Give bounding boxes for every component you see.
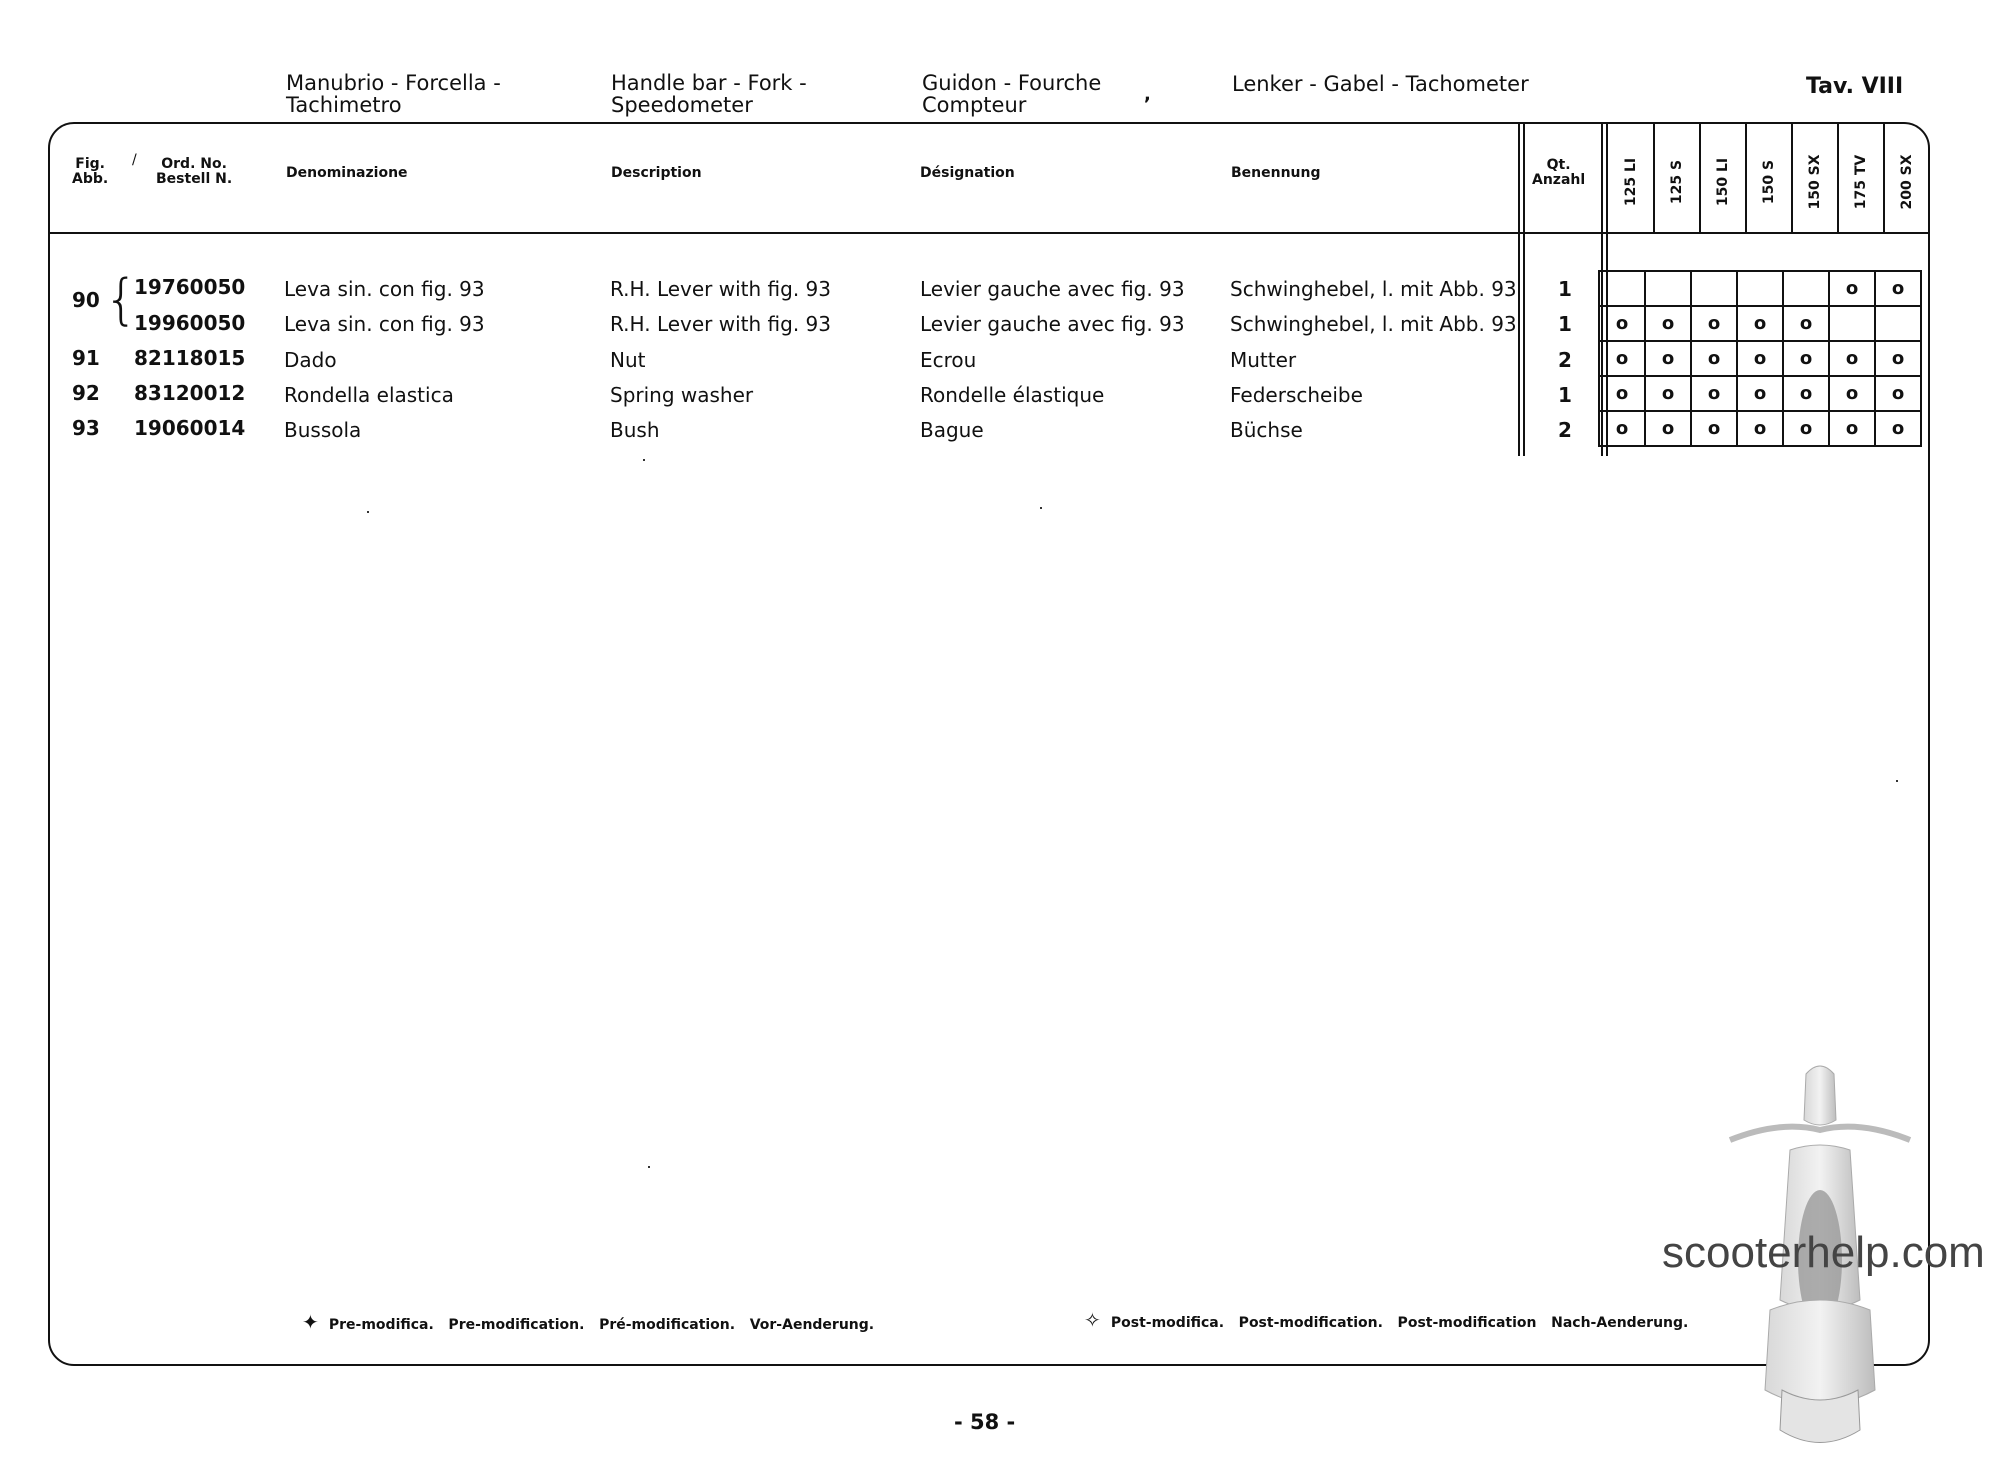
- qty-left-rule: [1518, 124, 1520, 456]
- desc-en: Nut: [610, 348, 646, 372]
- header-de: Lenker - Gabel - Tachometer: [1232, 72, 1529, 96]
- desc-it: Dado: [284, 348, 337, 372]
- quantity: 1: [1558, 312, 1572, 336]
- fig-number: 93: [72, 416, 100, 440]
- mark-cell: o: [1645, 376, 1691, 411]
- mark-cell: [1599, 271, 1645, 306]
- model-col-rule: [1699, 124, 1701, 232]
- col-divider-mark: /: [132, 152, 137, 168]
- desc-en: Spring washer: [610, 383, 754, 407]
- mark-cell: o: [1645, 341, 1691, 376]
- table-row: [1599, 376, 1921, 411]
- speck: [1896, 780, 1898, 782]
- model-col-rule: [1745, 124, 1747, 232]
- mark-cell: o: [1691, 341, 1737, 376]
- table-row: [1599, 341, 1921, 376]
- mark-cell: o: [1691, 376, 1737, 411]
- mark-cell: o: [1783, 341, 1829, 376]
- mark-cell: [1829, 306, 1875, 341]
- table-row: [1599, 411, 1921, 446]
- speck: [1040, 507, 1042, 509]
- table-row: [1599, 306, 1921, 341]
- order-number: 82118015: [134, 346, 246, 370]
- speck: [643, 459, 645, 461]
- model-col-rule: [1791, 124, 1793, 232]
- mark-cell: o: [1829, 376, 1875, 411]
- mark-cell: o: [1829, 271, 1875, 306]
- legend-pre: [302, 1310, 874, 1334]
- mark-cell: o: [1737, 411, 1783, 446]
- col-fr: Désignation: [920, 165, 1015, 181]
- desc-it: Leva sin. con fig. 93: [284, 277, 485, 301]
- pre-modification-symbol-icon: ✦: [302, 1310, 319, 1334]
- mark-cell: o: [1599, 376, 1645, 411]
- mark-cell: o: [1737, 376, 1783, 411]
- mark-cell: o: [1829, 341, 1875, 376]
- mark-cell: o: [1829, 411, 1875, 446]
- mark-cell: o: [1783, 376, 1829, 411]
- model-header: 150 S: [1761, 159, 1777, 205]
- header-en: Handle bar - Fork - Speedometer: [611, 71, 807, 117]
- quantity: 1: [1558, 383, 1572, 407]
- mark-cell: o: [1875, 271, 1921, 306]
- mark-cell: [1691, 271, 1737, 306]
- desc-en: R.H. Lever with fig. 93: [610, 312, 832, 336]
- model-header: 175 TV: [1853, 154, 1869, 210]
- model-header: 150 LI: [1715, 157, 1731, 207]
- legend-pre-text: Pre-modifica. Pre-modification. Pré-modification. Vor-Aenderung.: [328, 1317, 875, 1333]
- mark-cell: o: [1691, 411, 1737, 446]
- col-qty: Qt. Anzahl: [1532, 157, 1586, 188]
- desc-fr: Bague: [920, 418, 984, 442]
- mark-cell: o: [1875, 411, 1921, 446]
- table-row: [1599, 271, 1921, 306]
- desc-en: Bush: [610, 418, 660, 442]
- speck: [367, 511, 369, 513]
- page-number: - 58 -: [954, 1410, 1016, 1434]
- order-number: 19060014: [134, 416, 246, 440]
- applicability-grid: [1598, 270, 1922, 447]
- desc-en: R.H. Lever with fig. 93: [610, 277, 832, 301]
- desc-it: Bussola: [284, 418, 362, 442]
- mark-cell: o: [1645, 306, 1691, 341]
- desc-de: Schwinghebel, l. mit Abb. 93: [1230, 312, 1517, 336]
- quantity: 2: [1558, 348, 1572, 372]
- header-separator: [48, 232, 1928, 234]
- desc-de: Federscheibe: [1230, 383, 1363, 407]
- desc-de: Büchse: [1230, 418, 1303, 442]
- legend-post-text: Post-modifica. Post-modification. Post-modification Nach-Aenderung.: [1110, 1315, 1689, 1331]
- mark-cell: o: [1875, 376, 1921, 411]
- mark-cell: [1645, 271, 1691, 306]
- fig-number: 92: [72, 381, 100, 405]
- order-number: 19760050: [134, 275, 246, 299]
- mark-cell: o: [1737, 341, 1783, 376]
- fig-number: 90: [72, 288, 100, 312]
- col-it: Denominazione: [286, 165, 408, 181]
- order-number: 83120012: [134, 381, 246, 405]
- col-de: Benennung: [1231, 165, 1321, 181]
- quantity: 1: [1558, 277, 1572, 301]
- desc-fr: Levier gauche avec fig. 93: [920, 277, 1185, 301]
- mark-cell: [1875, 306, 1921, 341]
- model-header: 125 S: [1669, 159, 1685, 205]
- watermark-text: scooterhelp.com: [1662, 1228, 1985, 1277]
- mark-cell: o: [1875, 341, 1921, 376]
- col-en: Description: [611, 165, 702, 181]
- header-fr: Guidon - Fourche Compteur: [922, 71, 1102, 117]
- desc-fr: Ecrou: [920, 348, 977, 372]
- col-ord: Ord. No. Bestell N.: [156, 156, 233, 187]
- post-modification-symbol-icon: ✧: [1084, 1308, 1101, 1332]
- order-number: 19960050: [134, 311, 246, 335]
- table-number: Tav. VIII: [1806, 74, 1904, 99]
- legend-post: [1084, 1308, 1688, 1332]
- mark-cell: [1783, 271, 1829, 306]
- desc-it: Rondella elastica: [284, 383, 454, 407]
- mark-cell: o: [1783, 306, 1829, 341]
- desc-de: Mutter: [1230, 348, 1297, 372]
- col-fig: Fig. Abb.: [72, 156, 109, 187]
- speck: [648, 1166, 650, 1168]
- mark-cell: o: [1599, 411, 1645, 446]
- brace-icon: {: [104, 268, 139, 331]
- fig-number: 91: [72, 346, 100, 370]
- mark-cell: o: [1599, 306, 1645, 341]
- mark-cell: o: [1645, 411, 1691, 446]
- desc-fr: Rondelle élastique: [920, 383, 1105, 407]
- model-header: 150 SX: [1807, 154, 1823, 210]
- desc-de: Schwinghebel, l. mit Abb. 93: [1230, 277, 1517, 301]
- mark-cell: o: [1737, 306, 1783, 341]
- desc-it: Leva sin. con fig. 93: [284, 312, 485, 336]
- qty-left-rule: [1523, 124, 1525, 456]
- mark-cell: [1737, 271, 1783, 306]
- header-it: Manubrio - Forcella - Tachimetro: [286, 71, 501, 117]
- quantity: 2: [1558, 418, 1572, 442]
- mark-cell: o: [1599, 341, 1645, 376]
- desc-fr: Levier gauche avec fig. 93: [920, 312, 1185, 336]
- stray-mark: ,: [1144, 84, 1151, 105]
- model-col-rule: [1883, 124, 1885, 232]
- mark-cell: o: [1691, 306, 1737, 341]
- model-header: 200 SX: [1899, 154, 1915, 210]
- model-header: 125 LI: [1623, 157, 1639, 207]
- model-col-rule: [1837, 124, 1839, 232]
- model-col-rule: [1653, 124, 1655, 232]
- mark-cell: o: [1783, 411, 1829, 446]
